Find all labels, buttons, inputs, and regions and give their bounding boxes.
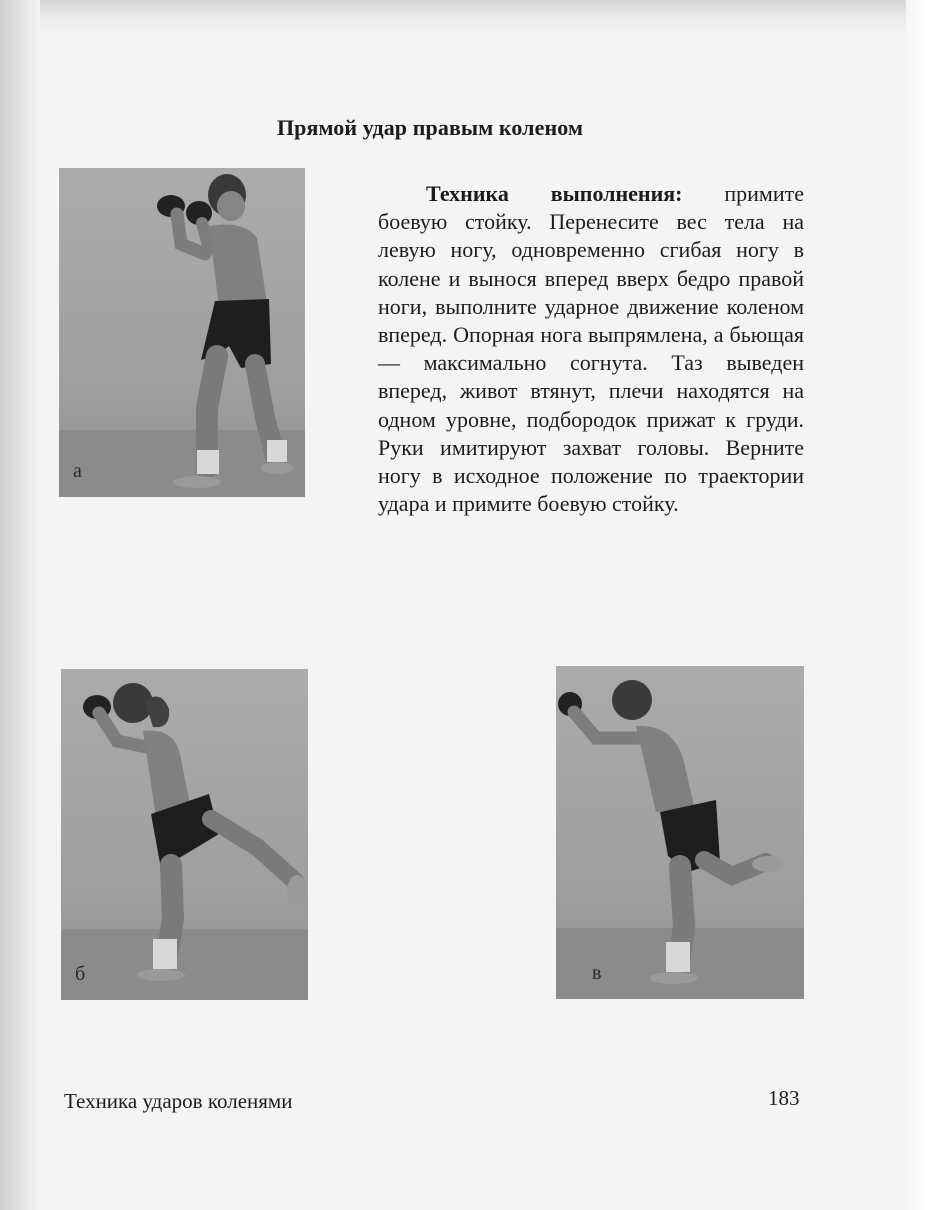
photo-b-knee-raise	[61, 669, 308, 1000]
photo-a-label: а	[73, 460, 82, 482]
technique-description	[378, 180, 804, 518]
fighter-knee-raise-photo-icon	[61, 669, 308, 1000]
photo-v-label: в	[592, 962, 602, 984]
page-top-shadow	[0, 0, 928, 34]
page-right-edge	[906, 0, 928, 1210]
photo-b-label: б	[75, 963, 86, 985]
footer-section-title: Техника ударов коленями	[64, 1089, 293, 1113]
page-number: 183	[768, 1086, 800, 1110]
page-binding-shadow	[0, 0, 40, 1210]
fighter-stance-photo-icon	[59, 168, 305, 497]
photo-a-fighting-stance	[59, 168, 305, 497]
technique-text: примите боевую стойку. Перенесите вес тела на левую ногу, одновременно сгибая ногу в колене и вынося вперед вверх бедро правой ноги, выполните ударное движение коленом вперед. Опорная нога выпрямлена, а бьющая — максимально согнута. Таз выведен вперед, живот втянут, плечи находятся на одном уровне, подбородок прижат к груди. Руки имитируют захват головы. Верните ногу в исходное положение по траектории удара и примите боевую стойку.	[378, 181, 804, 517]
page-title: Прямой удар правым коленом	[276, 115, 584, 140]
technique-lead: Техника выполнения:	[426, 181, 683, 206]
fighter-knee-strike-photo-icon	[556, 666, 804, 999]
photo-v-knee-strike	[556, 666, 804, 999]
